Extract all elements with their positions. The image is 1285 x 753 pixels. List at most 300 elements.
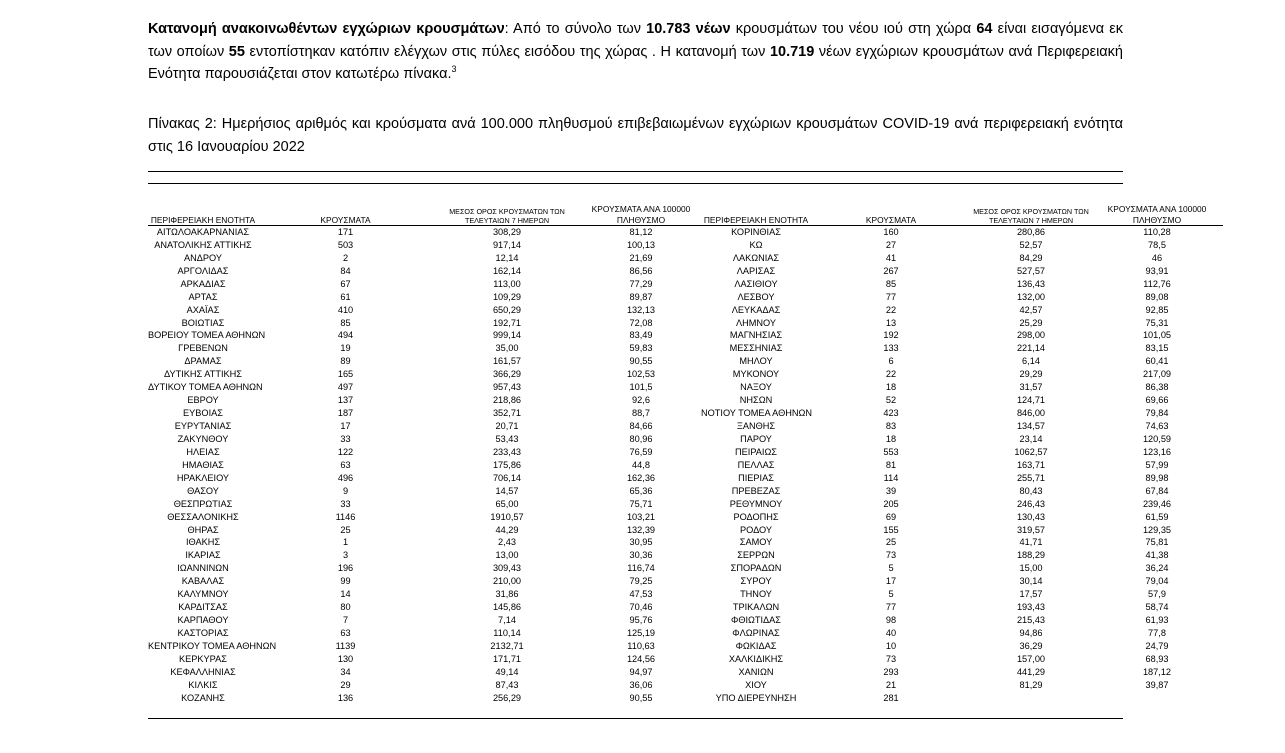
avg7-cell: 215,43 <box>1016 615 1046 626</box>
region-cell: ΑΙΤΩΛΟΑΚΑΡΝΑΝΙΑΣ <box>156 226 250 237</box>
table-row <box>148 265 1223 278</box>
intro-text-2: κρουσμάτων του νέου ιού στη χώρα <box>730 21 977 37</box>
per100k-cell <box>1091 692 1223 705</box>
per100k-cell: 61,93 <box>1145 615 1169 626</box>
cases-cell: 130 <box>337 653 354 664</box>
region-cell: ΚΟΡΙΝΘΙΑΣ <box>731 226 781 237</box>
region-cell: ΜΗΛΟΥ <box>739 356 773 367</box>
cases-cell: 77 <box>885 291 897 302</box>
table-row <box>148 239 1223 252</box>
cases-cell: 137 <box>337 395 354 406</box>
region-cell: ΧΑΝΙΩΝ <box>738 666 774 677</box>
cases-cell: 89 <box>340 356 351 367</box>
region-cell: ΠΕΙΡΑΙΩΣ <box>735 446 777 457</box>
table-row <box>148 355 1223 368</box>
cases-cell: 410 <box>337 304 354 315</box>
avg7-cell: 298,00 <box>1016 330 1046 341</box>
table-row <box>148 252 1223 265</box>
avg7-cell: 255,71 <box>1016 472 1046 483</box>
per100k-cell: 79,04 <box>1145 576 1169 587</box>
cases-cell: 196 <box>337 563 354 574</box>
cases-cell: 267 <box>883 265 899 276</box>
per100k-cell: 58,74 <box>1145 602 1169 613</box>
table-header <box>148 204 1223 226</box>
avg7-cell: 12,14 <box>495 252 519 263</box>
region-cell: ΣΕΡΡΩΝ <box>737 550 775 561</box>
per100k-cell: 86,38 <box>1145 382 1169 393</box>
avg7-cell: 308,29 <box>492 226 522 237</box>
region-cell: ΘΗΡΑΣ <box>187 524 219 535</box>
avg7-cell: 221,14 <box>1016 343 1046 354</box>
region-cell: ΛΕΣΒΟΥ <box>737 291 775 302</box>
cases-cell: 67 <box>340 278 351 289</box>
cases-cell: 25 <box>340 524 351 535</box>
region-cell: ΒΟΙΩΤΙΑΣ <box>181 317 225 328</box>
per100k-cell: 61,59 <box>1145 511 1169 522</box>
table-row <box>148 679 1223 692</box>
table-row <box>148 433 1223 446</box>
per100k-cell: 100,13 <box>626 239 656 250</box>
cases-cell: 17 <box>885 576 897 587</box>
cases-table <box>148 204 1223 705</box>
avg7-cell: 136,43 <box>1016 278 1046 289</box>
intro-paragraph <box>148 18 1123 86</box>
table-row <box>148 394 1223 407</box>
avg7-cell: 192,71 <box>492 317 522 328</box>
header-avg7-right: ΜΕΣΟΣ ΟΡΟΣ ΚΡΟΥΣΜΑΤΩΝ ΤΩΝ ΤΕΛΕΥΤΑΙΩΝ 7 ΗΜΕΡΩΝ <box>973 207 1089 225</box>
table-row <box>148 627 1223 640</box>
per100k-cell: 24,79 <box>1145 640 1169 651</box>
per100k-cell: 41,38 <box>1145 550 1169 561</box>
region-cell: ΠΙΕΡΙΑΣ <box>738 472 774 483</box>
region-cell: ΑΧΑΪΑΣ <box>186 304 220 315</box>
avg7-cell: 233,43 <box>492 446 522 457</box>
region-cell: ΜΑΓΝΗΣΙΑΣ <box>729 330 783 341</box>
avg7-cell: 256,29 <box>492 692 522 703</box>
region-cell: ΝΑΞΟΥ <box>740 382 772 393</box>
cases-cell: 9 <box>342 485 349 496</box>
per100k-cell: 84,66 <box>629 421 653 432</box>
region-cell: ΘΕΣΠΡΩΤΙΑΣ <box>173 498 233 509</box>
avg7-cell: 650,29 <box>492 304 522 315</box>
avg7-cell: 124,71 <box>1016 395 1046 406</box>
table-row <box>148 446 1223 459</box>
table-row <box>148 381 1223 394</box>
avg7-cell: 52,57 <box>1019 239 1043 250</box>
cases-cell: 423 <box>883 408 899 419</box>
table-row <box>148 459 1223 472</box>
cases-cell: 187 <box>337 408 354 419</box>
per100k-cell: 75,81 <box>1145 537 1169 548</box>
cases-cell: 6 <box>888 356 894 367</box>
region-cell: ΘΑΣΟΥ <box>187 485 219 496</box>
per100k-cell: 80,96 <box>629 433 653 444</box>
table-row <box>148 614 1223 627</box>
cases-cell: 22 <box>885 304 897 315</box>
per100k-cell: 75,71 <box>629 498 653 509</box>
per100k-cell: 59,83 <box>629 343 653 354</box>
avg7-cell: 309,43 <box>492 563 522 574</box>
avg7-cell: 957,43 <box>492 382 522 393</box>
table-row <box>148 588 1223 601</box>
cases-cell: 19 <box>340 343 351 354</box>
region-cell: ΣΑΜΟΥ <box>739 537 773 548</box>
per100k-cell: 102,53 <box>626 369 656 380</box>
per100k-cell: 116,74 <box>627 563 655 574</box>
table-row <box>148 420 1223 433</box>
avg7-cell: 1910,57 <box>490 511 524 522</box>
per100k-cell: 30,36 <box>629 550 653 561</box>
per100k-cell: 83,15 <box>1145 343 1169 354</box>
region-cell: ΚΟΖΑΝΗΣ <box>181 692 225 703</box>
region-cell: ΗΜΑΘΙΑΣ <box>182 459 224 470</box>
cases-cell: 41 <box>885 252 897 263</box>
per100k-cell: 67,84 <box>1145 485 1169 496</box>
avg7-cell: 36,29 <box>1019 640 1043 651</box>
avg7-cell: 65,00 <box>495 498 519 509</box>
table-row <box>148 601 1223 614</box>
cases-cell: 165 <box>337 369 354 380</box>
region-cell: ΚΑΡΠΑΘΟΥ <box>177 615 229 626</box>
region-cell: ΞΑΝΘΗΣ <box>736 421 776 432</box>
table-row <box>148 575 1223 588</box>
avg7-cell: 161,57 <box>492 356 522 367</box>
avg7-cell: 35,00 <box>495 343 519 354</box>
region-cell: ΛΗΜΝΟΥ <box>735 317 777 328</box>
intro-bold-lead: Κατανομή ανακοινωθέντων εγχώριων κρουσμάτων <box>148 21 505 37</box>
cases-cell: 39 <box>885 485 897 496</box>
table-row <box>148 368 1223 381</box>
region-cell: ΣΥΡΟΥ <box>740 576 772 587</box>
top-rule-2 <box>148 183 1123 184</box>
intro-domestic-cases: 10.719 <box>769 43 815 60</box>
cases-cell: 80 <box>340 602 351 613</box>
per100k-cell: 78,5 <box>1148 239 1166 250</box>
per100k-cell: 72,08 <box>629 317 653 328</box>
cases-cell: 99 <box>340 576 351 587</box>
cases-cell: 1146 <box>335 511 356 522</box>
avg7-cell: 20,71 <box>495 421 519 432</box>
avg7-cell: 171,71 <box>492 653 522 664</box>
per100k-cell: 239,46 <box>1142 498 1172 509</box>
cases-cell: 69 <box>885 511 897 522</box>
avg7-cell: 41,71 <box>1019 537 1043 548</box>
per100k-cell: 65,36 <box>629 485 653 496</box>
avg7-cell: 80,43 <box>1019 485 1043 496</box>
region-cell: ΑΝΔΡΟΥ <box>183 252 222 263</box>
per100k-cell: 79,84 <box>1145 408 1169 419</box>
per100k-cell: 57,99 <box>1145 459 1169 470</box>
avg7-cell <box>971 692 1091 705</box>
region-cell: ΠΕΛΛΑΣ <box>737 459 775 470</box>
cases-cell: 84 <box>340 265 351 276</box>
per100k-cell: 101,5 <box>629 382 653 393</box>
region-cell: ΛΑΚΩΝΙΑΣ <box>732 252 780 263</box>
per100k-cell: 68,93 <box>1145 653 1169 664</box>
per100k-cell: 89,98 <box>1145 472 1169 483</box>
avg7-cell: 134,57 <box>1016 421 1046 432</box>
cases-cell: 18 <box>885 433 897 444</box>
avg7-cell: 23,14 <box>1019 433 1043 444</box>
cases-cell: 21 <box>885 679 897 690</box>
avg7-cell: 162,14 <box>492 265 522 276</box>
avg7-cell: 7,14 <box>498 615 516 626</box>
region-cell: ΗΛΕΙΑΣ <box>186 446 220 457</box>
region-cell: ΘΕΣΣΑΛΟΝΙΚΗΣ <box>167 511 239 522</box>
region-cell: ΖΑΚΥΝΘΟΥ <box>177 433 229 444</box>
cases-cell: 52 <box>885 395 897 406</box>
table-row <box>148 485 1223 498</box>
avg7-cell: 2,43 <box>498 537 516 548</box>
region-cell: ΚΕΦΑΛΛΗΝΙΑΣ <box>170 666 236 677</box>
avg7-cell: 130,43 <box>1016 511 1046 522</box>
region-cell: ΝΟΤΙΟΥ ΤΟΜΕΑ ΑΘΗΝΩΝ <box>701 408 813 419</box>
intro-text-3: είναι εισαγόμενα εκ των οποίων <box>148 21 1123 60</box>
avg7-cell: 49,14 <box>495 666 519 677</box>
avg7-cell: 53,43 <box>495 433 519 444</box>
table-row <box>148 692 1223 705</box>
region-cell: ΔΡΑΜΑΣ <box>184 356 222 367</box>
cases-cell: 81 <box>885 459 897 470</box>
per100k-cell: 74,63 <box>1145 421 1169 432</box>
per100k-cell: 75,31 <box>1145 317 1169 328</box>
avg7-cell: 917,14 <box>492 239 522 250</box>
table-row <box>148 278 1223 291</box>
per100k-cell: 77,8 <box>1148 628 1166 639</box>
cases-cell: 85 <box>340 317 351 328</box>
table-row <box>148 498 1223 511</box>
cases-cell: 1139 <box>335 640 356 651</box>
region-cell: ΙΚΑΡΙΑΣ <box>185 550 221 561</box>
region-cell: ΙΩΑΝΝΙΝΩΝ <box>177 563 229 574</box>
region-cell: ΚΑΛΥΜΝΟΥ <box>177 589 229 600</box>
avg7-cell: 14,57 <box>495 485 519 496</box>
cases-cell: 73 <box>885 550 897 561</box>
avg7-cell: 17,57 <box>1019 589 1043 600</box>
avg7-cell: 84,29 <box>1019 252 1043 263</box>
cases-cell: 40 <box>885 628 897 639</box>
per100k-cell: 21,69 <box>629 252 653 263</box>
avg7-cell: 81,29 <box>1019 679 1043 690</box>
region-cell: ΚΙΛΚΙΣ <box>188 679 218 690</box>
cases-cell: 33 <box>340 498 351 509</box>
avg7-cell: 94,86 <box>1019 628 1043 639</box>
cases-cell: 122 <box>337 446 354 457</box>
avg7-cell: 31,86 <box>495 589 519 600</box>
region-cell: ΛΑΣΙΘΙΟΥ <box>734 278 778 289</box>
per100k-cell: 57,9 <box>1148 589 1166 600</box>
region-cell: ΤΗΝΟΥ <box>740 589 772 600</box>
per100k-cell: 90,55 <box>629 692 653 703</box>
table-row <box>148 407 1223 420</box>
avg7-cell: 29,29 <box>1019 369 1043 380</box>
intro-text-4: εντοπίστηκαν κατόπιν ελέγχων στις πύλες εισόδου της χώρας . Η κατανομή των <box>244 43 770 60</box>
per100k-cell: 47,53 <box>629 589 653 600</box>
per100k-cell: 132,13 <box>626 304 656 315</box>
cases-cell: 133 <box>883 343 899 354</box>
avg7-cell: 246,43 <box>1016 498 1046 509</box>
avg7-cell: 109,29 <box>492 291 522 302</box>
per100k-cell: 88,7 <box>632 408 650 419</box>
region-cell: ΕΒΡΟΥ <box>187 395 219 406</box>
header-avg7-left: ΜΕΣΟΣ ΟΡΟΣ ΚΡΟΥΣΜΑΤΩΝ ΤΩΝ ΤΕΛΕΥΤΑΙΩΝ 7 ΗΜΕΡΩΝ <box>449 207 565 225</box>
cases-cell: 114 <box>883 472 899 483</box>
per100k-cell: 89,08 <box>1145 291 1169 302</box>
cases-cell: 155 <box>883 524 899 535</box>
cases-cell: 7 <box>342 615 349 626</box>
cases-cell: 14 <box>340 589 351 600</box>
region-cell: ΡΟΔΟΠΗΣ <box>733 511 779 522</box>
region-cell: ΑΝΑΤΟΛΙΚΗΣ ΑΤΤΙΚΗΣ <box>154 239 252 250</box>
region-cell: ΕΥΡΥΤΑΝΙΑΣ <box>174 421 232 432</box>
avg7-cell: 280,86 <box>1016 226 1046 237</box>
avg7-cell: 1062,57 <box>1014 446 1048 457</box>
cases-cell: 63 <box>340 628 351 639</box>
per100k-cell: 217,09 <box>1142 369 1172 380</box>
per100k-cell: 92,6 <box>632 395 650 406</box>
region-cell: ΕΥΒΟΙΑΣ <box>183 408 223 419</box>
region-cell: ΡΕΘΥΜΝΟΥ <box>729 498 783 509</box>
per100k-cell: 44,8 <box>632 459 650 470</box>
per100k-cell: 187,12 <box>1142 666 1172 677</box>
per100k-cell: 36,24 <box>1145 563 1169 574</box>
region-cell: ΙΘΑΚΗΣ <box>185 537 221 548</box>
avg7-cell: 352,71 <box>492 408 522 419</box>
header-region-left: ΠΕΡΙΦΕΡΕΙΑΚΗ ΕΝΟΤΗΤΑ <box>150 214 256 225</box>
avg7-cell: 846,00 <box>1016 408 1046 419</box>
table-row <box>148 291 1223 304</box>
cases-cell: 33 <box>340 433 351 444</box>
cases-cell: 61 <box>340 291 351 302</box>
region-cell: ΧΑΛΚΙΔΙΚΗΣ <box>728 653 784 664</box>
region-cell: ΓΡΕΒΕΝΩΝ <box>178 343 228 354</box>
avg7-cell: 441,29 <box>1016 666 1046 677</box>
region-cell: ΧΙΟΥ <box>745 679 767 690</box>
region-cell: ΚΕΡΚΥΡΑΣ <box>179 653 227 664</box>
footnote-marker: 3 <box>451 64 457 75</box>
cases-cell: 63 <box>340 459 351 470</box>
intro-text-5: νέων εγχώριων κρουσμάτων ανά Περιφερειακή Ενότητα παρουσιάζεται στον κατωτέρω πίνακα. <box>148 43 1123 82</box>
region-cell: ΥΠΟ ΔΙΕΡΕΥΝΗΣΗ <box>715 692 797 703</box>
cases-cell: 83 <box>885 421 897 432</box>
region-cell: ΔΥΤΙΚΗΣ ΑΤΤΙΚΗΣ <box>164 369 242 380</box>
avg7-cell: 319,57 <box>1016 524 1046 535</box>
intro-total-cases: 10.783 νέων <box>646 21 731 37</box>
region-cell: ΦΩΚΙΔΑΣ <box>735 640 777 651</box>
per100k-cell: 123,16 <box>1142 446 1172 457</box>
cases-cell: 205 <box>883 498 899 509</box>
avg7-cell: 999,14 <box>492 330 522 341</box>
table-row <box>148 524 1223 537</box>
region-cell: ΛΕΥΚΑΔΑΣ <box>731 304 781 315</box>
header-per100k-right: ΚΡΟΥΣΜΑΤΑ ΑΝΑ 100000 ΠΛΗΘΥΣΜΟ <box>1107 204 1207 225</box>
per100k-cell: 125,19 <box>626 628 656 639</box>
per100k-cell: 120,59 <box>1142 433 1172 444</box>
cases-cell: 34 <box>340 666 351 677</box>
avg7-cell: 527,57 <box>1016 265 1046 276</box>
region-cell: ΤΡΙΚΑΛΩΝ <box>732 602 780 613</box>
region-cell: ΚΑΡΔΙΤΣΑΣ <box>178 602 228 613</box>
avg7-cell: 87,43 <box>495 679 519 690</box>
avg7-cell: 145,86 <box>492 602 522 613</box>
cases-cell: 18 <box>885 382 897 393</box>
cases-cell: 494 <box>337 330 354 341</box>
per100k-cell: 36,06 <box>629 679 653 690</box>
avg7-cell: 132,00 <box>1016 291 1046 302</box>
cases-cell: 2 <box>342 252 349 263</box>
cases-cell: 136 <box>337 692 354 703</box>
table-row <box>148 330 1223 343</box>
region-cell: ΦΛΩΡΙΝΑΣ <box>732 628 780 639</box>
region-cell: ΑΡΚΑΔΙΑΣ <box>180 278 226 289</box>
cases-cell: 22 <box>885 369 897 380</box>
per100k-cell: 69,66 <box>1145 395 1169 406</box>
table-row <box>148 226 1223 239</box>
per100k-cell: 129,35 <box>1142 524 1172 535</box>
table-row <box>148 511 1223 524</box>
header-cases-left: ΚΡΟΥΣΜΑΤΑ <box>320 214 371 225</box>
region-cell: ΑΡΓΟΛΙΔΑΣ <box>177 265 229 276</box>
avg7-cell: 44,29 <box>495 524 519 535</box>
per100k-cell: 77,29 <box>629 278 653 289</box>
per100k-cell: 124,56 <box>626 653 656 664</box>
cases-cell: 5 <box>888 563 894 574</box>
cases-cell: 497 <box>337 382 354 393</box>
region-cell: ΚΑΣΤΟΡΙΑΣ <box>177 628 229 639</box>
header-per100k-left: ΚΡΟΥΣΜΑΤΑ ΑΝΑ 100000 ΠΛΗΘΥΣΜΟ <box>591 204 691 225</box>
avg7-cell: 6,14 <box>1022 356 1040 367</box>
avg7-cell: 110,14 <box>493 628 521 639</box>
avg7-cell: 706,14 <box>492 472 522 483</box>
intro-imported-cases: 64 <box>976 21 993 37</box>
per100k-cell: 76,59 <box>629 446 653 457</box>
region-cell: ΗΡΑΚΛΕΙΟΥ <box>176 472 230 483</box>
avg7-cell: 366,29 <box>492 369 522 380</box>
cases-cell: 77 <box>885 602 897 613</box>
per100k-cell: 30,95 <box>629 537 653 548</box>
table-row <box>148 640 1223 653</box>
table-row <box>148 304 1223 317</box>
cases-cell: 281 <box>883 692 899 703</box>
per100k-cell: 162,36 <box>626 472 656 483</box>
table-row <box>148 562 1223 575</box>
avg7-cell: 30,14 <box>1019 576 1043 587</box>
avg7-cell: 42,57 <box>1019 304 1043 315</box>
per100k-cell: 132,39 <box>626 524 656 535</box>
per100k-cell: 79,25 <box>629 576 653 587</box>
region-cell: ΑΡΤΑΣ <box>188 291 218 302</box>
per100k-cell: 70,46 <box>629 602 653 613</box>
cases-cell: 496 <box>337 472 354 483</box>
cases-cell: 17 <box>340 421 351 432</box>
per100k-cell: 94,97 <box>629 666 653 677</box>
per100k-cell: 92,85 <box>1145 304 1169 315</box>
per100k-cell: 90,55 <box>629 356 653 367</box>
cases-cell: 553 <box>883 446 899 457</box>
region-cell: ΜΕΣΣΗΝΙΑΣ <box>729 343 783 354</box>
region-cell: ΛΑΡΙΣΑΣ <box>736 265 776 276</box>
cases-cell: 85 <box>885 278 897 289</box>
per100k-cell: 101,05 <box>1142 330 1172 341</box>
bottom-rule <box>148 718 1123 719</box>
per100k-cell: 81,12 <box>629 226 653 237</box>
cases-cell: 192 <box>883 330 899 341</box>
region-cell: ΦΘΙΩΤΙΔΑΣ <box>730 615 781 626</box>
region-cell: ΝΗΣΩΝ <box>739 395 773 406</box>
avg7-cell: 2132,71 <box>490 640 524 651</box>
table-row <box>148 537 1223 550</box>
per100k-cell: 89,87 <box>629 291 653 302</box>
